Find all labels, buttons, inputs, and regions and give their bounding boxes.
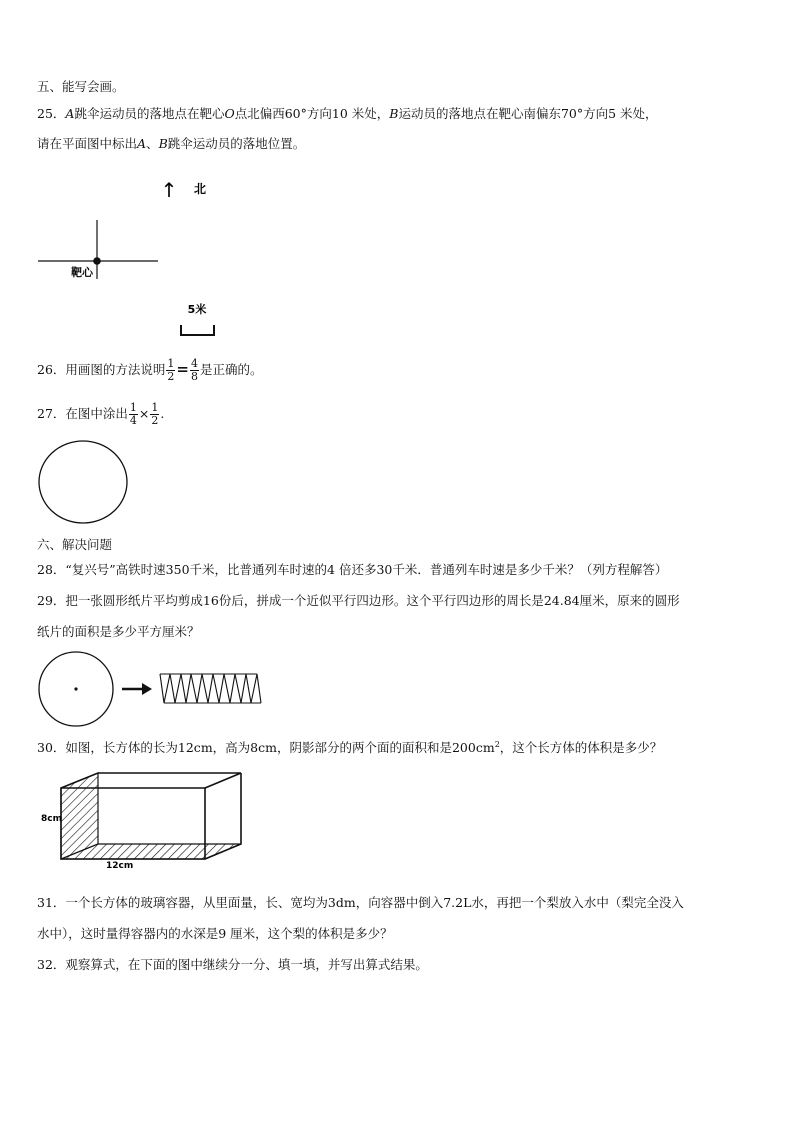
question-number: 27．: [37, 406, 66, 421]
superscript: 2: [494, 740, 500, 749]
ellipse-shape: [39, 441, 127, 523]
fraction: [150, 402, 159, 427]
scale-label: 5米: [187, 303, 207, 316]
north-label: 北: [193, 182, 207, 196]
text: 在图中涂出: [65, 406, 128, 421]
numerator: 4: [191, 357, 198, 370]
text: 、: [146, 136, 159, 151]
text: 如图，长方体的长为12cm，高为8cm，阴影部分的两个面的面积和是200cm: [65, 740, 495, 756]
question-number: 30．: [37, 740, 66, 756]
question-number: 28．: [37, 562, 66, 577]
scale-bar: [181, 325, 214, 335]
question-25-line-1: [37, 106, 658, 122]
times-sign: ×: [138, 406, 150, 421]
length-label: 12cm: [106, 861, 134, 870]
text: 请在平面图中标出: [37, 136, 138, 151]
target-plan-figure: [30, 170, 230, 340]
question-28: [37, 562, 667, 578]
target-center-label: 靶心: [71, 266, 93, 279]
text: 把一张圆形纸片平均剪成16份后，拼成一个近似平行四边形。这个平行四边形的周长是24.84厘米，原来的圆形: [65, 593, 680, 608]
target-center-dot: [93, 257, 101, 265]
numerator: 1: [129, 401, 137, 414]
height-label: 8cm: [41, 814, 62, 824]
text: “复兴号”高铁时速350千米，比普通列车时速的4 倍还多30千米．普通列车时速是多少千米？（列方程解答）: [65, 562, 668, 577]
text: 方向5 米处，: [583, 106, 658, 121]
denominator: 8: [191, 370, 198, 383]
question-number: 31．: [37, 895, 66, 910]
angle-value: 70°: [560, 106, 584, 121]
section-6-heading: 六、解决问题: [37, 537, 113, 552]
text: 观察算式，在下面的图中继续分一分、填一填，并写出算式结果。: [65, 957, 428, 972]
text: 方向10 米处，: [306, 106, 390, 121]
question-26: [37, 358, 263, 383]
text: 是正确的。: [200, 362, 263, 377]
question-29-line-1: [37, 593, 680, 609]
circle-to-parallelogram-figure: [38, 650, 298, 730]
numerator: 1: [167, 357, 175, 370]
question-number: 29．: [37, 593, 66, 608]
fraction: [166, 358, 175, 383]
text: 运动员的落地点在靶心南偏东: [398, 106, 561, 121]
circle-center-dot: [74, 687, 77, 690]
question-30: [37, 737, 662, 756]
fraction: [190, 358, 199, 383]
question-31-line-1: [37, 895, 684, 911]
arrow-right-icon: [142, 683, 152, 695]
letter-b: B: [158, 136, 168, 151]
ellipse-figure: [36, 436, 136, 528]
text: 用画图的方法说明: [65, 362, 166, 377]
fraction: [129, 402, 138, 427]
denominator: 2: [167, 370, 175, 383]
letter-o: O: [224, 106, 235, 121]
denominator: 4: [129, 414, 137, 427]
question-32: [37, 957, 428, 973]
text: 跳伞运动员的落地点在靶心: [74, 106, 225, 121]
text: ，这个长方体的体积是多少？: [499, 740, 663, 756]
text: 跳伞运动员的落地位置。: [167, 136, 306, 151]
question-number: 25．: [37, 106, 66, 121]
question-25-line-2: [37, 136, 305, 152]
angle-value: 60°: [284, 106, 307, 121]
question-number: 32．: [37, 957, 66, 972]
letter-a: A: [65, 106, 75, 121]
question-27: [37, 402, 164, 427]
cuboid-shape: [61, 773, 241, 859]
text: .: [160, 406, 165, 421]
letter-a: A: [137, 136, 147, 151]
text: 点北偏西: [234, 106, 285, 121]
parallelogram-shape: [160, 674, 261, 703]
section-5-heading: 五、能写会画。: [37, 79, 125, 94]
question-31-line-2: 水中），这时量得容器内的水深是9 厘米，这个梨的体积是多少？: [37, 926, 393, 941]
denominator: 2: [151, 414, 159, 427]
numerator: 1: [151, 401, 159, 414]
north-arrow-icon: ↑: [160, 178, 178, 202]
question-number: 26．: [37, 362, 66, 377]
letter-b: B: [389, 106, 399, 121]
text: 一个长方体的玻璃容器，从里面量，长、宽均为3dm，向容器中倒入7.2L水，再把一个梨放入水中（梨完全没入: [65, 895, 684, 910]
question-29-line-2: 纸片的面积是多少平方厘米？: [37, 624, 200, 639]
equals-sign: =: [176, 360, 189, 378]
cuboid-figure: [38, 768, 253, 870]
